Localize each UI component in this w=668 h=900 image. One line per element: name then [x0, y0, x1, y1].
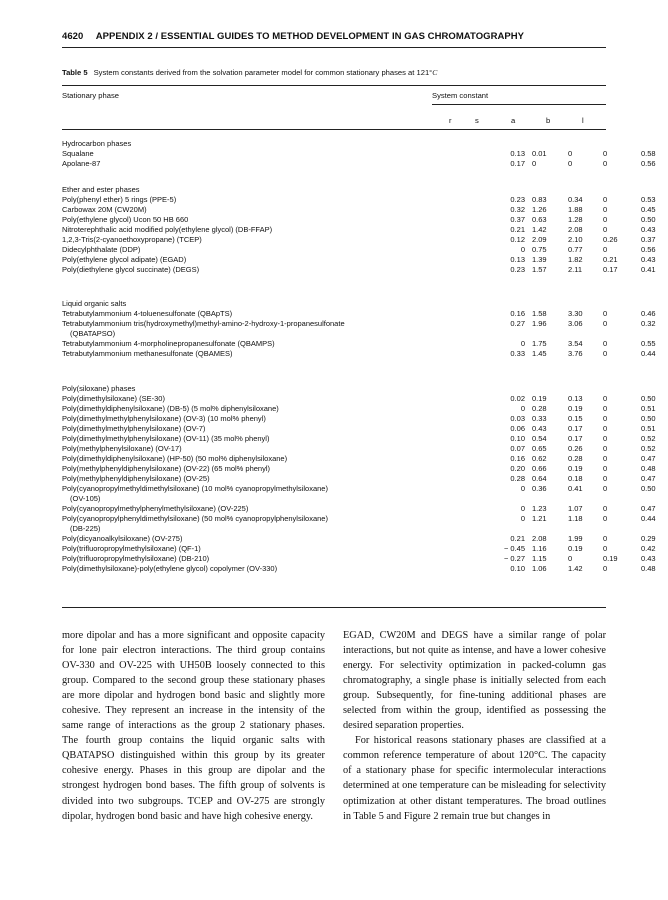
value-a: 0.19: [568, 464, 583, 473]
value-l: 0.43: [641, 225, 656, 234]
value-b: 0: [603, 225, 608, 234]
value-l: 0.44: [641, 514, 656, 523]
value-s: 0.28: [532, 404, 547, 413]
value-a: 2.10: [568, 235, 583, 244]
value-b: 0: [603, 195, 608, 204]
table-row: [62, 319, 656, 329]
value-s: 1.57: [532, 265, 547, 274]
value-l: 0.45: [641, 205, 656, 214]
phase-name: 1,2,3-Tris(2-cyanoethoxypropane) (TCEP): [62, 235, 202, 244]
value-s: 1.96: [532, 319, 547, 328]
value-r: 0.16: [510, 454, 525, 463]
phase-name-continued: (DB-225): [70, 524, 101, 533]
phase-name: Poly(methylphenylsiloxane) (OV-17): [62, 444, 182, 453]
phase-name: Tetrabutylammonium 4-toluenesulfonate (QBApTS): [62, 309, 233, 318]
phase-name: Poly(cyanopropylmethyldimethylsiloxane) (10 mol% cyanopropylmethylsiloxane): [62, 484, 328, 493]
table-row: [62, 195, 656, 205]
value-b: 0.21: [603, 255, 618, 264]
value-r: 0.16: [510, 309, 525, 318]
phase-name: Apolane-87: [62, 159, 101, 168]
value-s: 0.43: [532, 424, 547, 433]
section-heading: Poly(siloxane) phases: [62, 384, 136, 393]
value-a: 3.30: [568, 309, 583, 318]
value-b: 0: [603, 339, 608, 348]
value-b: 0: [603, 444, 608, 453]
value-r: 0.10: [510, 434, 525, 443]
caption-unit: C: [432, 68, 438, 77]
value-s: 1.42: [532, 225, 547, 234]
value-r: 0: [520, 514, 525, 523]
table-row: [62, 309, 656, 319]
value-l: 0.44: [641, 349, 656, 358]
phase-name: Poly(trifluoropropylmethylsiloxane) (QF-1): [62, 544, 201, 553]
value-b: 0: [603, 149, 608, 158]
table-row: [62, 564, 656, 574]
value-b: 0: [603, 464, 608, 473]
value-b: 0: [603, 309, 608, 318]
phase-name: Poly(dimethylsiloxane)-poly(ethylene glycol) copolymer (OV-330): [62, 564, 278, 573]
phase-name: Poly(dicyanoalkylsiloxane) (OV-275): [62, 534, 183, 543]
value-l: 0.56: [641, 159, 656, 168]
value-l: 0.50: [641, 414, 656, 423]
value-l: 0.52: [641, 434, 656, 443]
section-heading: Liquid organic salts: [62, 299, 127, 308]
value-l: 0.56: [641, 245, 656, 254]
value-a: 0: [568, 149, 573, 158]
phase-name: Squalane: [62, 149, 94, 158]
phase-name: Poly(dimethyldiphenylsiloxane) (DB-5) (5 mol% diphenylsiloxane): [62, 404, 279, 413]
value-r: 0.02: [510, 394, 525, 403]
phase-name: Poly(phenyl ether) 5 rings (PPE-5): [62, 195, 177, 204]
value-r: 0.23: [510, 195, 525, 204]
value-r: 0: [520, 339, 525, 348]
value-a: 0.19: [568, 544, 583, 553]
value-b: 0: [603, 404, 608, 413]
phase-name: Poly(dimethylsiloxane) (SE-30): [62, 394, 165, 403]
value-l: 0.47: [641, 504, 656, 513]
value-b: 0: [603, 414, 608, 423]
table-row: [62, 424, 656, 434]
value-s: 1.06: [532, 564, 547, 573]
value-a: 0.17: [568, 424, 583, 433]
value-s: 1.16: [532, 544, 547, 553]
value-r: 0.21: [510, 534, 525, 543]
table-row: [62, 339, 656, 349]
table-row: [62, 464, 656, 474]
phase-name: Poly(methylphenyldiphenylsiloxane) (OV-22) (65 mol% phenyl): [62, 464, 271, 473]
value-l: 0.55: [641, 339, 656, 348]
value-b: 0: [603, 454, 608, 463]
section-heading: Ether and ester phases: [62, 185, 140, 194]
value-s: 1.26: [532, 205, 547, 214]
value-b: 0: [603, 514, 608, 523]
value-b: 0: [603, 424, 608, 433]
value-a: 0.13: [568, 394, 583, 403]
value-a: 2.08: [568, 225, 583, 234]
value-a: 0.26: [568, 444, 583, 453]
value-b: 0.26: [603, 235, 618, 244]
value-s: 0.66: [532, 464, 547, 473]
value-a: 3.76: [568, 349, 583, 358]
table-row: [62, 504, 656, 514]
value-b: 0.19: [603, 554, 618, 563]
phase-name: Poly(ethylene glycol) Ucon 50 HB 660: [62, 215, 189, 224]
value-r: 0.06: [510, 424, 525, 433]
value-a: 0.17: [568, 434, 583, 443]
value-s: 2.09: [532, 235, 547, 244]
value-a: 1.42: [568, 564, 583, 573]
table-row: [62, 235, 656, 245]
value-l: 0.53: [641, 195, 656, 204]
phase-name: Tetrabutylammonium methanesulfonate (QBAMES): [62, 349, 233, 358]
value-s: 0.63: [532, 215, 547, 224]
value-r: − 0.27: [503, 554, 525, 563]
value-r: − 0.45: [503, 544, 525, 553]
table-row: [62, 514, 656, 524]
table-row: [62, 474, 656, 484]
value-s: 2.08: [532, 534, 547, 543]
table-row: [62, 444, 656, 454]
value-s: 0.83: [532, 195, 547, 204]
running-header: [62, 31, 524, 42]
value-b: 0: [603, 205, 608, 214]
value-b: 0.17: [603, 265, 618, 274]
table-row: [62, 265, 656, 275]
value-s: 1.75: [532, 339, 547, 348]
value-s: 0.65: [532, 444, 547, 453]
table-row: [62, 554, 656, 564]
phase-name: Poly(dimethylmethylphenylsiloxane) (OV-3) (10 mol% phenyl): [62, 414, 266, 423]
value-r: 0.12: [510, 235, 525, 244]
value-a: 0: [568, 554, 573, 563]
value-s: 0: [532, 159, 537, 168]
section-heading: Hydrocarbon phases: [62, 139, 132, 148]
value-a: 1.18: [568, 514, 583, 523]
table-row: [62, 159, 656, 169]
value-r: 0.21: [510, 225, 525, 234]
phase-name: Tetrabutylammonium tris(hydroxymethyl)methyl-amino-2-hydroxy-1-propanesulfonate: [62, 319, 345, 328]
value-a: 1.07: [568, 504, 583, 513]
page-number: 4620: [62, 31, 84, 42]
value-b: 0: [603, 215, 608, 224]
value-r: 0.17: [510, 159, 525, 168]
value-l: 0.51: [641, 404, 656, 413]
value-r: 0.13: [510, 255, 525, 264]
value-l: 0.48: [641, 464, 656, 473]
table-row: [62, 225, 656, 235]
table-row: [62, 484, 656, 494]
value-s: 0.33: [532, 414, 547, 423]
phase-name: Poly(cyanopropylphenyldimethylsiloxane) (50 mol% cyanopropylphenylsiloxane): [62, 514, 328, 523]
value-l: 0.50: [641, 215, 656, 224]
value-b: 0: [603, 544, 608, 553]
value-r: 0.27: [510, 319, 525, 328]
table-row: [62, 434, 656, 444]
value-b: 0: [603, 484, 608, 493]
value-r: 0.32: [510, 205, 525, 214]
value-l: 0.41: [641, 265, 656, 274]
body-left-column: [62, 628, 325, 824]
value-l: 0.58: [641, 149, 656, 158]
table-row: [62, 215, 656, 225]
table-row: [62, 245, 656, 255]
phase-name: Poly(dimethyldiphenylsiloxane) (HP-50) (50 mol% diphenylsiloxane): [62, 454, 288, 463]
value-l: 0.52: [641, 444, 656, 453]
value-b: 0: [603, 434, 608, 443]
value-a: 0.34: [568, 195, 583, 204]
value-r: 0.13: [510, 149, 525, 158]
table-bottom-rule: [62, 607, 606, 608]
value-s: 0.19: [532, 394, 547, 403]
phase-name: Poly(ethylene glycol adipate) (EGAD): [62, 255, 187, 264]
value-s: 1.23: [532, 504, 547, 513]
phase-name: Tetrabutylammonium 4-morpholinepropanesulfonate (QBAMPS): [62, 339, 275, 348]
value-l: 0.43: [641, 554, 656, 563]
value-a: 0.15: [568, 414, 583, 423]
table-row: [62, 349, 656, 359]
value-s: 0.62: [532, 454, 547, 463]
value-b: 0: [603, 474, 608, 483]
value-b: 0: [603, 319, 608, 328]
value-a: 2.11: [568, 265, 583, 274]
value-l: 0.50: [641, 394, 656, 403]
value-s: 1.21: [532, 514, 547, 523]
value-l: 0.48: [641, 564, 656, 573]
phase-name-continued: (QBATAPSO): [70, 329, 116, 338]
value-a: 3.54: [568, 339, 583, 348]
value-l: 0.46: [641, 309, 656, 318]
value-r: 0.33: [510, 349, 525, 358]
value-r: 0.07: [510, 444, 525, 453]
value-l: 0.43: [641, 255, 656, 264]
value-s: 1.15: [532, 554, 547, 563]
value-l: 0.50: [641, 484, 656, 493]
value-s: 1.39: [532, 255, 547, 264]
phase-name: Carbowax 20M (CW20M): [62, 205, 147, 214]
value-a: 1.88: [568, 205, 583, 214]
header-bottom-rule: [62, 129, 606, 130]
phase-name: Poly(diethylene glycol succinate) (DEGS): [62, 265, 200, 274]
value-s: 0.01: [532, 149, 547, 158]
phase-name: Nitroterephthalic acid modified poly(ethylene glycol) (DB-FFAP): [62, 225, 273, 234]
table-row: [62, 255, 656, 265]
value-s: 0.36: [532, 484, 547, 493]
col-header-b: b: [546, 116, 551, 125]
value-s: 1.45: [532, 349, 547, 358]
table-caption-text: System constants derived from the solvation parameter model for common stationary phases at 121°: [93, 68, 433, 77]
value-a: 0: [568, 159, 573, 168]
table-top-rule: [62, 85, 606, 86]
value-l: 0.47: [641, 454, 656, 463]
col-header-phase: Stationary phase: [62, 91, 119, 100]
value-a: 0.28: [568, 454, 583, 463]
col-header-l: l: [582, 116, 584, 125]
phase-name: Poly(cyanopropylmethylphenylmethylsiloxane) (OV-225): [62, 504, 249, 513]
phase-name: Poly(dimethylmethylphenylsiloxane) (OV-7): [62, 424, 206, 433]
value-r: 0.20: [510, 464, 525, 473]
table-row: [62, 149, 656, 159]
table-row: [62, 394, 656, 404]
col-header-r: r: [449, 116, 452, 125]
table-row: [62, 205, 656, 215]
value-b: 0: [603, 394, 608, 403]
value-r: 0: [520, 504, 525, 513]
value-a: 0.18: [568, 474, 583, 483]
value-b: 0: [603, 564, 608, 573]
value-r: 0.37: [510, 215, 525, 224]
phase-name: Didecylphthalate (DDP): [62, 245, 141, 254]
value-b: 0: [603, 534, 608, 543]
value-b: 0: [603, 504, 608, 513]
value-s: 1.58: [532, 309, 547, 318]
value-b: 0: [603, 349, 608, 358]
body-paragraph: more dipolar and has a more significant and opposite capacity for lone pair electron interactions. The third group contains OV-330 and OV-225 with UH50B loosely connected to this group. Compared to the second group these stationary phases are more dipolar and hydrogen bond basic and slightly more cohesive. They represent an increase in the intensity of the same range of interactions as the group 2 stationary phases. The fourth group contains the liquid organic salts with QBATAPSO distinguished within this group by its greater cohesive energy. Phases in this group are dipolar and the strongest hydrogen bond bases. The fifth group of solvents is divided into two subgroups. TCEP and OV-275 are strongly dipolar, hydrogen bond basic and have high cohesive energy.: [62, 630, 325, 822]
header-rule: [62, 47, 606, 48]
phase-name: Poly(methylphenyldiphenylsiloxane) (OV-25): [62, 474, 210, 483]
table-row: [62, 454, 656, 464]
phase-name-continued: (OV-105): [70, 494, 101, 503]
value-a: 0.19: [568, 404, 583, 413]
col-header-s: s: [475, 116, 479, 125]
phase-name: Poly(trifluoropropylmethylsiloxane) (DB-210): [62, 554, 210, 563]
value-r: 0: [520, 404, 525, 413]
value-r: 0.23: [510, 265, 525, 274]
value-l: 0.51: [641, 424, 656, 433]
value-r: 0: [520, 245, 525, 254]
value-l: 0.42: [641, 544, 656, 553]
value-b: 0: [603, 245, 608, 254]
table-row: [62, 414, 656, 424]
value-a: 0.41: [568, 484, 583, 493]
value-a: 1.99: [568, 534, 583, 543]
value-b: 0: [603, 159, 608, 168]
value-s: 0.75: [532, 245, 547, 254]
value-s: 0.54: [532, 434, 547, 443]
body-paragraph: For historical reasons stationary phases are classified at a common reference temperature of about 120°C. The capacity of a stationary phase for specific intermolecular interactions determined at one temperature can be misleading for selectivity optimization at other distant temperatures. The broad outlines in Table 5 and Figure 2 remain true but changes in: [343, 735, 606, 822]
table-row: [62, 544, 656, 554]
col-header-system: System constant: [432, 91, 489, 100]
value-a: 0.77: [568, 245, 583, 254]
value-l: 0.47: [641, 474, 656, 483]
table-row: [62, 404, 656, 414]
running-title: APPENDIX 2 / ESSENTIAL GUIDES TO METHOD DEVELOPMENT IN GAS CHROMATOGRAPHY: [95, 31, 525, 42]
body-right-column: [343, 628, 606, 824]
table-caption: [62, 68, 437, 77]
table-row: [62, 534, 656, 544]
value-a: 3.06: [568, 319, 583, 328]
value-r: 0.03: [510, 414, 525, 423]
phase-name: Poly(dimethylmethylphenylsiloxane) (OV-11) (35 mol% phenyl): [62, 434, 270, 443]
col-header-a: a: [511, 116, 516, 125]
value-r: 0: [520, 484, 525, 493]
body-paragraph: EGAD, CW20M and DEGS have a similar range of polar interactions, but not quite as intense, and have a lower cohesive energy. For selectivity optimization in packed-column gas chromatography, a single phase is initially selected from each group. Subsequently, for fine-tuning additional phases are selected from within the group, identified as possessing the desired separation properties.: [343, 630, 606, 732]
value-s: 0.64: [532, 474, 547, 483]
value-a: 1.28: [568, 215, 583, 224]
value-r: 0.28: [510, 474, 525, 483]
value-l: 0.29: [641, 534, 656, 543]
table-label: Table 5: [62, 68, 88, 77]
value-r: 0.10: [510, 564, 525, 573]
value-a: 1.82: [568, 255, 583, 264]
value-l: 0.32: [641, 319, 656, 328]
value-l: 0.37: [641, 235, 656, 244]
system-subrule: [432, 104, 606, 105]
